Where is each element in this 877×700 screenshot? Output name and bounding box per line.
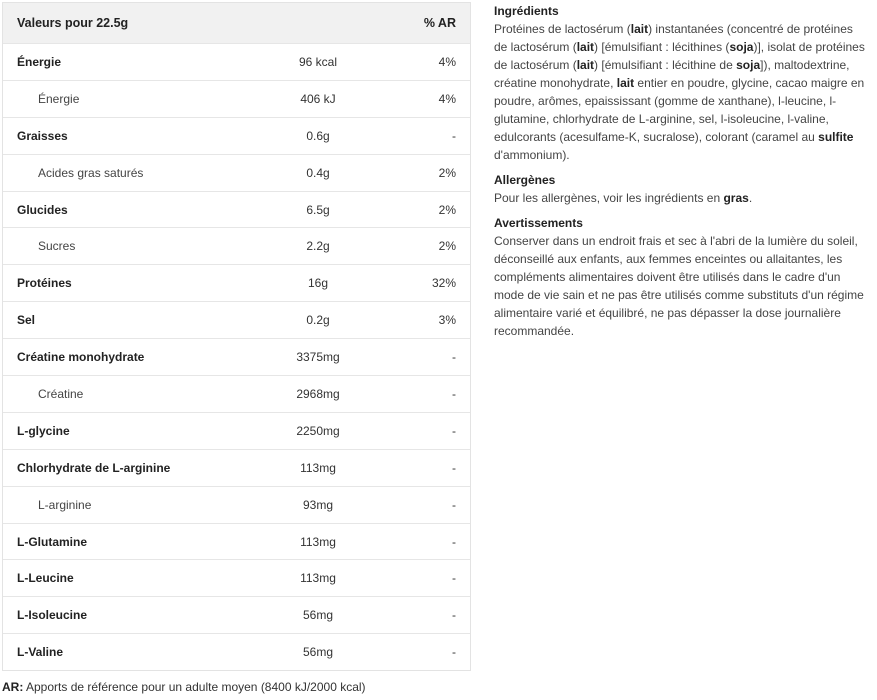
allergen-highlight: soja bbox=[729, 40, 754, 54]
row-ar: - bbox=[452, 386, 456, 401]
table-row bbox=[3, 486, 470, 523]
row-value: 96 kcal bbox=[298, 54, 338, 69]
row-name: Sel bbox=[17, 313, 36, 328]
text-segment: ) [émulsifiant : lécithines ( bbox=[594, 40, 730, 54]
row-ar: 32% bbox=[431, 276, 456, 291]
text-segment: Pour les allergènes, voir les ingrédients en bbox=[494, 191, 724, 205]
row-value: 113mg bbox=[300, 571, 336, 586]
table-row bbox=[3, 43, 470, 80]
row-name: Protéines bbox=[17, 276, 72, 291]
row-ar: - bbox=[452, 608, 456, 623]
table-row bbox=[3, 227, 470, 264]
footnote bbox=[2, 680, 366, 694]
row-ar: - bbox=[452, 423, 456, 438]
allergens-title: Allergènes bbox=[494, 173, 556, 187]
ingredients-section bbox=[494, 2, 869, 164]
row-name: Énergie bbox=[38, 91, 80, 106]
allergen-highlight: lait bbox=[616, 76, 635, 90]
row-ar: 2% bbox=[438, 239, 456, 254]
row-name: Créatine bbox=[38, 386, 84, 401]
row-ar: 4% bbox=[438, 54, 456, 69]
text-segment: entier en poudre, glycine, cacao maigre en poudre, arômes, epaississant (gomme de xanthane), l-leucine, l-glutamine, chlorhydrate de L-arginine, sel, l-isoleucine, l-valine, edulcorants (acesulfame-K, sucralose), colorant (caramel au bbox=[494, 76, 865, 144]
allergen-highlight: lait bbox=[576, 40, 595, 54]
row-name: Énergie bbox=[17, 54, 62, 69]
row-ar: 2% bbox=[438, 202, 456, 217]
row-value: 0.2g bbox=[306, 313, 330, 328]
row-ar: - bbox=[452, 534, 456, 549]
row-name: L-Glutamine bbox=[17, 534, 88, 549]
warnings-title: Avertissements bbox=[494, 216, 583, 230]
row-name: Créatine monohydrate bbox=[17, 350, 145, 365]
row-name: Glucides bbox=[17, 202, 68, 217]
text-segment: . bbox=[748, 191, 753, 205]
row-value: 2250mg bbox=[296, 423, 340, 438]
row-ar: 4% bbox=[438, 91, 456, 106]
row-name: Acides gras saturés bbox=[38, 165, 144, 180]
allergen-highlight: soja bbox=[736, 58, 761, 72]
row-value: 0.4g bbox=[306, 165, 330, 180]
header-ar: % AR bbox=[423, 16, 456, 30]
row-ar: - bbox=[452, 497, 456, 512]
table-row bbox=[3, 301, 470, 338]
allergen-highlight: lait bbox=[630, 22, 649, 36]
row-value: 93mg bbox=[302, 497, 334, 512]
row-name: Chlorhydrate de L-arginine bbox=[17, 460, 171, 475]
row-ar: 3% bbox=[438, 313, 456, 328]
row-value: 56mg bbox=[302, 645, 334, 660]
row-ar: 2% bbox=[438, 165, 456, 180]
table-row bbox=[3, 596, 470, 633]
table-row bbox=[3, 449, 470, 486]
product-info bbox=[494, 2, 869, 347]
row-name: L-glycine bbox=[17, 423, 70, 438]
row-value: 2.2g bbox=[306, 239, 330, 254]
table-row bbox=[3, 154, 470, 191]
row-name: Graisses bbox=[17, 128, 68, 143]
row-value: 6.5g bbox=[306, 202, 330, 217]
text-segment: Protéines de lactosérum ( bbox=[494, 22, 631, 36]
row-ar: - bbox=[452, 460, 456, 475]
footnote-text: Apports de référence pour un adulte moyen (8400 kJ/2000 kcal) bbox=[23, 680, 366, 694]
row-value: 3375mg bbox=[296, 350, 340, 365]
row-value: 2968mg bbox=[296, 386, 340, 401]
table-row bbox=[3, 80, 470, 117]
nutrition-table bbox=[2, 2, 471, 671]
text-segment: ]), maltodextrine, créatine monohydrate, bbox=[494, 58, 850, 90]
table-row bbox=[3, 412, 470, 449]
row-value: 113mg bbox=[300, 460, 336, 475]
row-value: 0.6g bbox=[306, 128, 330, 143]
allergen-highlight: gras bbox=[723, 191, 749, 205]
table-row bbox=[3, 375, 470, 412]
text-segment: d'ammonium). bbox=[494, 148, 570, 162]
table-row bbox=[3, 117, 470, 154]
warnings-text: Conserver dans un endroit frais et sec à l'abri de la lumière du soleil, déconseillé aux enfants, aux femmes enceintes ou allaitantes, les compléments alimentaires doivent être utilisés dans le cadre d'un mode de vie sain et ne pas être utilisés comme substituts d'un régime alimentaire varié et équilibré, ne pas dépasser la dose journalière recommandée. bbox=[494, 234, 864, 338]
allergens-text bbox=[494, 189, 869, 207]
ingredients-text bbox=[494, 20, 869, 164]
row-value: 56mg bbox=[302, 608, 334, 623]
ingredients-title: Ingrédients bbox=[494, 4, 559, 18]
row-name: L-Leucine bbox=[17, 571, 74, 586]
row-name: L-arginine bbox=[38, 497, 92, 512]
table-row bbox=[3, 559, 470, 596]
allergen-highlight: sulfite bbox=[818, 130, 854, 144]
text-segment: )], isolat de protéines de lactosérum ( bbox=[494, 40, 865, 72]
row-value: 16g bbox=[307, 276, 329, 291]
table-body bbox=[3, 43, 470, 670]
row-ar: - bbox=[452, 350, 456, 365]
table-row bbox=[3, 264, 470, 301]
row-ar: - bbox=[452, 128, 456, 143]
warnings-section bbox=[494, 214, 869, 340]
row-name: L-Isoleucine bbox=[17, 608, 88, 623]
row-ar: - bbox=[452, 571, 456, 586]
allergen-highlight: lait bbox=[576, 58, 595, 72]
allergens-section bbox=[494, 171, 869, 207]
table-row bbox=[3, 338, 470, 375]
table-row bbox=[3, 633, 470, 670]
row-name: Sucres bbox=[38, 239, 76, 254]
row-ar: - bbox=[452, 645, 456, 660]
table-row bbox=[3, 191, 470, 228]
row-value: 113mg bbox=[300, 534, 336, 549]
header-label: Valeurs pour 22.5g bbox=[17, 16, 129, 30]
text-segment: ) [émulsifiant : lécithine de bbox=[594, 58, 737, 72]
row-name: L-Valine bbox=[17, 645, 64, 660]
row-value: 406 kJ bbox=[300, 91, 336, 106]
footnote-abbr: AR: bbox=[2, 680, 24, 694]
table-header bbox=[3, 3, 470, 43]
text-segment: ) instantanées (concentré de protéines de lactosérum ( bbox=[494, 22, 853, 54]
table-row bbox=[3, 523, 470, 560]
